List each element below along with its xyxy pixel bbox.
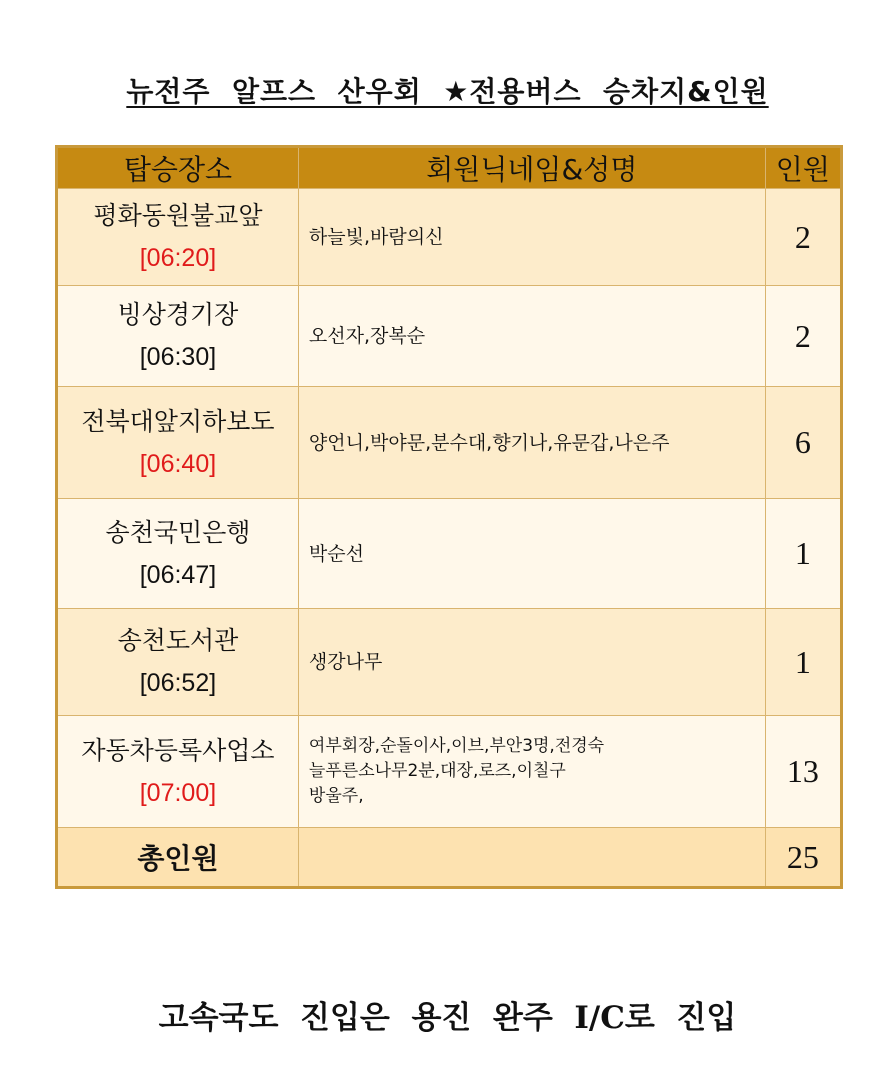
member-names: 오선자,장복순 [308,325,426,347]
table-row [57,716,842,828]
member-names-line-1: 여부회장,순돌이사,이브,부안3명,전경숙 [308,736,605,756]
names-cell [298,189,765,286]
total-count: 25 [765,828,841,888]
count-cell: 6 [765,387,841,499]
member-names: 하늘빛,바람의신 [308,226,444,248]
place-cell [57,286,299,387]
place-cell [57,499,299,609]
member-names-line-3: 방울주, [308,786,364,806]
footer-note: 고속국도 진입은 용진 완주 I/C로 진입 [158,1000,737,1036]
page-title [0,70,895,110]
names-cell [298,499,765,609]
count-cell: 1 [765,499,841,609]
place-name: 전북대앞지하보도 [81,406,275,436]
departure-time: [06:20] [139,244,217,272]
boarding-table [55,145,843,889]
member-names: 박순선 [308,542,364,565]
table-row [57,387,842,499]
place-name: 자동차등록사업소 [81,735,275,765]
place-cell [57,387,299,499]
member-names: 생강나무 [308,651,383,673]
departure-time: [07:00] [139,778,217,807]
count-cell: 13 [765,716,841,828]
place-name: 송천도서관 [117,626,239,655]
place-name: 평화동원불교앞 [93,201,263,230]
total-row [57,828,842,888]
table-row [57,609,842,716]
place-cell [57,716,299,828]
header-member-names: 회원닉네임&성명 [298,147,765,189]
total-label: 총인원 [57,828,299,888]
header-boarding-place: 탑승장소 [57,147,299,189]
place-name: 빙상경기장 [117,300,239,329]
place-cell [57,189,299,286]
names-cell [298,286,765,387]
header-count: 인원 [765,147,841,189]
table-row [57,189,842,286]
member-names-line-2: 늘푸른소나무2분,대장,로즈,이칠구 [308,761,566,781]
names-cell [298,609,765,716]
departure-time: [06:40] [139,449,217,478]
departure-time: [06:52] [139,669,217,697]
names-cell [298,716,765,828]
table-row [57,286,842,387]
count-cell: 2 [765,189,841,286]
table-row [57,499,842,609]
table-header-row [57,147,842,189]
count-cell: 2 [765,286,841,387]
departure-time: [06:47] [139,560,217,589]
member-names: 양언니,박야문,분수대,향기나,유문갑,나은주 [308,431,670,454]
count-cell: 1 [765,609,841,716]
names-cell [298,387,765,499]
total-empty-cell [298,828,765,888]
place-name: 송천국민은행 [105,517,251,547]
page-title-text: 뉴전주 알프스 산우회 ★전용버스 승차지&인원 [126,75,769,108]
place-cell [57,609,299,716]
departure-time: [06:30] [139,343,217,371]
